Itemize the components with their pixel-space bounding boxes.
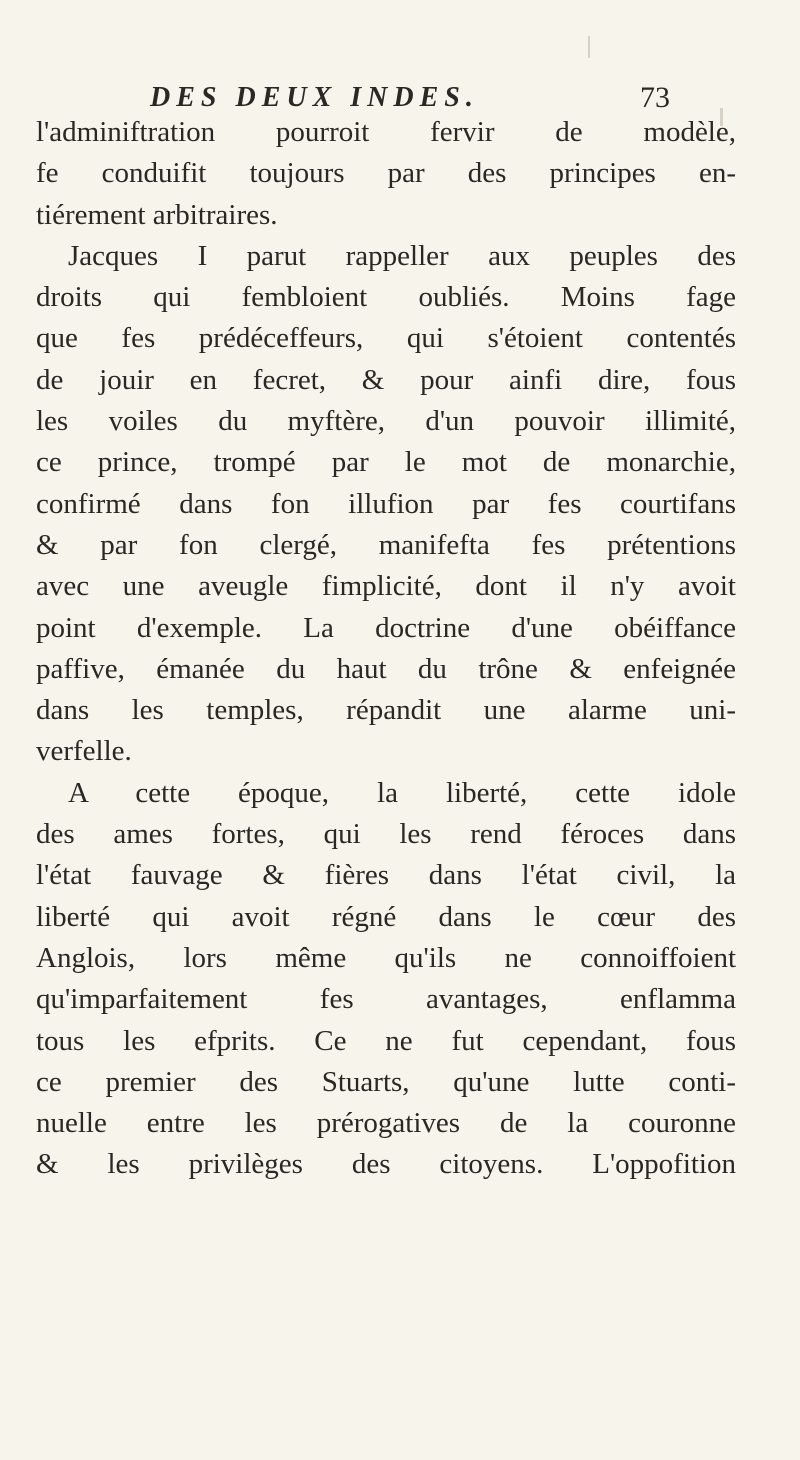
text-line: Anglois, lors même qu'ils ne connoiffoient bbox=[36, 941, 736, 974]
paper-blemish bbox=[588, 36, 590, 58]
text-line: point d'exemple. La doctrine d'une obéiffance bbox=[36, 611, 736, 644]
text-line: confirmé dans fon illufion par fes courtifans bbox=[36, 487, 736, 520]
text-line: l'état fauvage & fières dans l'état civil, la bbox=[36, 859, 736, 892]
text-line: paffive, émanée du haut du trône & enfeignée bbox=[36, 652, 736, 685]
text-line: verfelle. bbox=[36, 735, 132, 768]
page-number: 73 bbox=[640, 81, 670, 114]
text-line: tiérement arbitraires. bbox=[36, 198, 278, 231]
text-line: qu'imparfaitement fes avantages, enflamma bbox=[36, 983, 736, 1016]
text-line: nuelle entre les prérogatives de la couronne bbox=[36, 1107, 736, 1140]
text-line: tous les efprits. Ce ne fut cependant, fous bbox=[36, 1024, 736, 1057]
text-line: ce prince, trompé par le mot de monarchie, bbox=[36, 446, 736, 479]
body-text bbox=[36, 112, 736, 1186]
text-line: l'adminiftration pourroit fervir de modèle, bbox=[36, 116, 736, 148]
text-line: ce premier des Stuarts, qu'une lutte conti- bbox=[36, 1065, 736, 1098]
text-line: dans les temples, répandit une alarme uni- bbox=[36, 694, 736, 727]
text-line: fe conduifit toujours par des principes en- bbox=[36, 157, 736, 190]
text-line: liberté qui avoit régné dans le cœur des bbox=[36, 900, 736, 933]
running-head: DES DEUX INDES. bbox=[150, 82, 479, 113]
text-line: des ames fortes, qui les rend féroces dans bbox=[36, 818, 736, 851]
text-line: Jacques I parut rappeller aux peuples des bbox=[68, 239, 736, 272]
text-line: de jouir en fecret, & pour ainfi dire, fous bbox=[36, 363, 736, 396]
text-line: les voiles du myftère, d'un pouvoir illimité, bbox=[36, 405, 736, 438]
text-line: & les privilèges des citoyens. L'oppofition bbox=[36, 1148, 736, 1181]
text-line: droits qui fembloient oubliés. Moins fage bbox=[36, 281, 736, 314]
text-line: A cette époque, la liberté, cette idole bbox=[68, 776, 736, 809]
text-line: avec une aveugle fimplicité, dont il n'y avoit bbox=[36, 570, 736, 603]
text-line: & par fon clergé, manifefta fes prétentions bbox=[36, 528, 736, 561]
text-line: que fes prédéceffeurs, qui s'étoient contentés bbox=[36, 322, 736, 355]
